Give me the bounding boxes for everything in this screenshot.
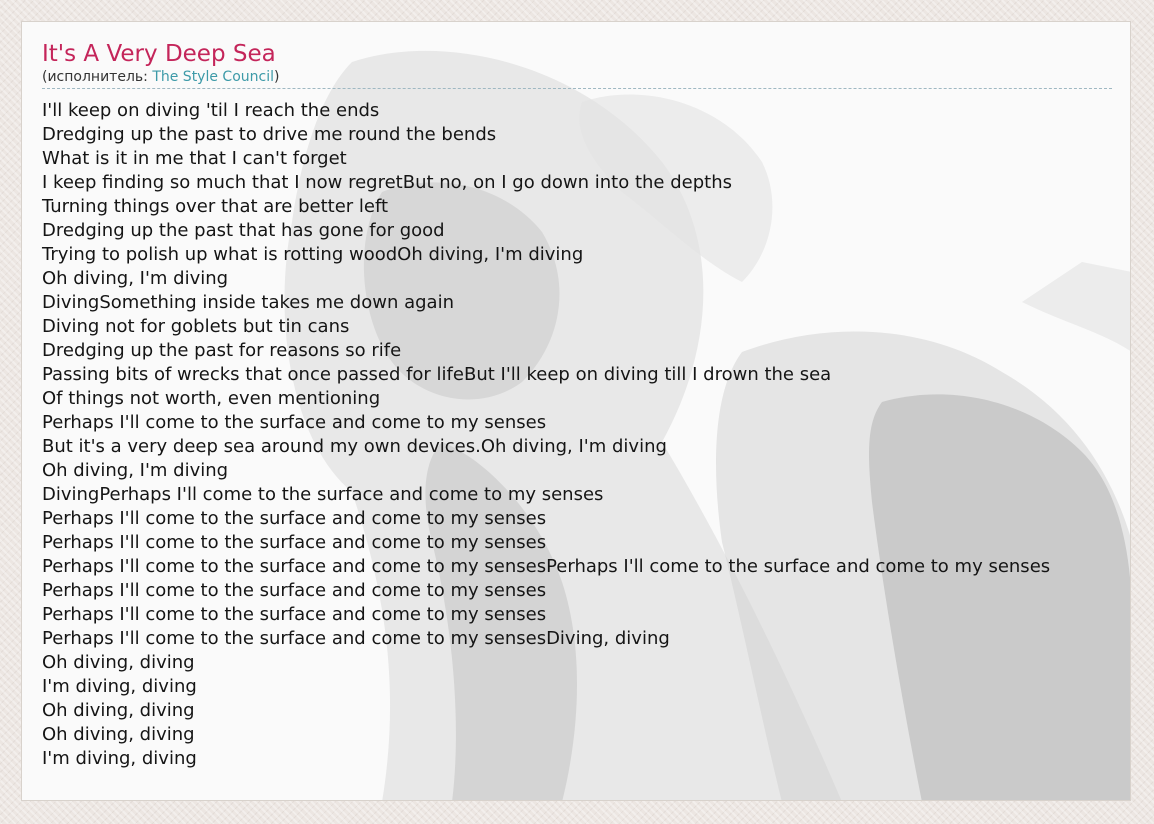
performer-prefix: (исполнитель: [42,69,153,85]
lyric-line: Oh diving, diving [42,652,195,673]
lyric-line: DivingPerhaps I'll come to the surface and come to my senses [42,484,604,505]
lyric-line: Oh diving, diving [42,700,195,721]
performer-line [42,69,1130,86]
lyric-line: Trying to polish up what is rotting woodOh diving, I'm diving [42,244,584,265]
lyric-line: Perhaps I'll come to the surface and come to my senses [42,508,547,529]
lyric-line: Oh diving, diving [42,724,195,745]
lyric-line: Perhaps I'll come to the surface and come to my sensesPerhaps I'll come to the surface and come to my senses [42,556,1051,577]
lyric-line: Oh diving, I'm diving [42,268,229,289]
lyric-line: I'm diving, diving [42,676,197,697]
lyric-line: Dredging up the past that has gone for good [42,220,445,241]
lyric-line: But it's a very deep sea around my own devices.Oh diving, I'm diving [42,436,667,457]
lyric-line: I'm diving, diving [42,748,197,769]
performer-suffix: ) [273,69,280,85]
lyric-line: Of things not worth, even mentioning [42,388,381,409]
lyric-line: Dredging up the past to drive me round the bends [42,124,497,145]
lyric-line: Perhaps I'll come to the surface and come to my senses [42,604,547,625]
lyric-line: I keep finding so much that I now regretBut no, on I go down into the depths [42,172,732,193]
lyric-line: Perhaps I'll come to the surface and come to my sensesDiving, diving [42,628,670,649]
lyric-line: Oh diving, I'm diving [42,460,229,481]
lyrics-content [42,40,1130,771]
lyric-line: Dredging up the past for reasons so rife [42,340,402,361]
lyrics-text [42,99,1130,771]
lyric-line: Perhaps I'll come to the surface and come to my senses [42,580,547,601]
lyric-line: What is it in me that I can't forget [42,148,347,169]
lyric-line: Diving not for goblets but tin cans [42,316,350,337]
song-title: It's A Very Deep Sea [42,41,276,67]
lyrics-card [21,21,1131,801]
lyric-line: Perhaps I'll come to the surface and come to my senses [42,532,547,553]
lyric-line: Perhaps I'll come to the surface and come to my senses [42,412,547,433]
lyric-line: I'll keep on diving 'til I reach the ends [42,100,380,121]
artist-link[interactable]: The Style Council [152,69,274,85]
title-divider [42,88,1112,89]
lyric-line: Turning things over that are better left [42,196,389,217]
lyric-line: DivingSomething inside takes me down again [42,292,454,313]
lyric-line: Passing bits of wrecks that once passed for lifeBut I'll keep on diving till I drown the sea [42,364,832,385]
